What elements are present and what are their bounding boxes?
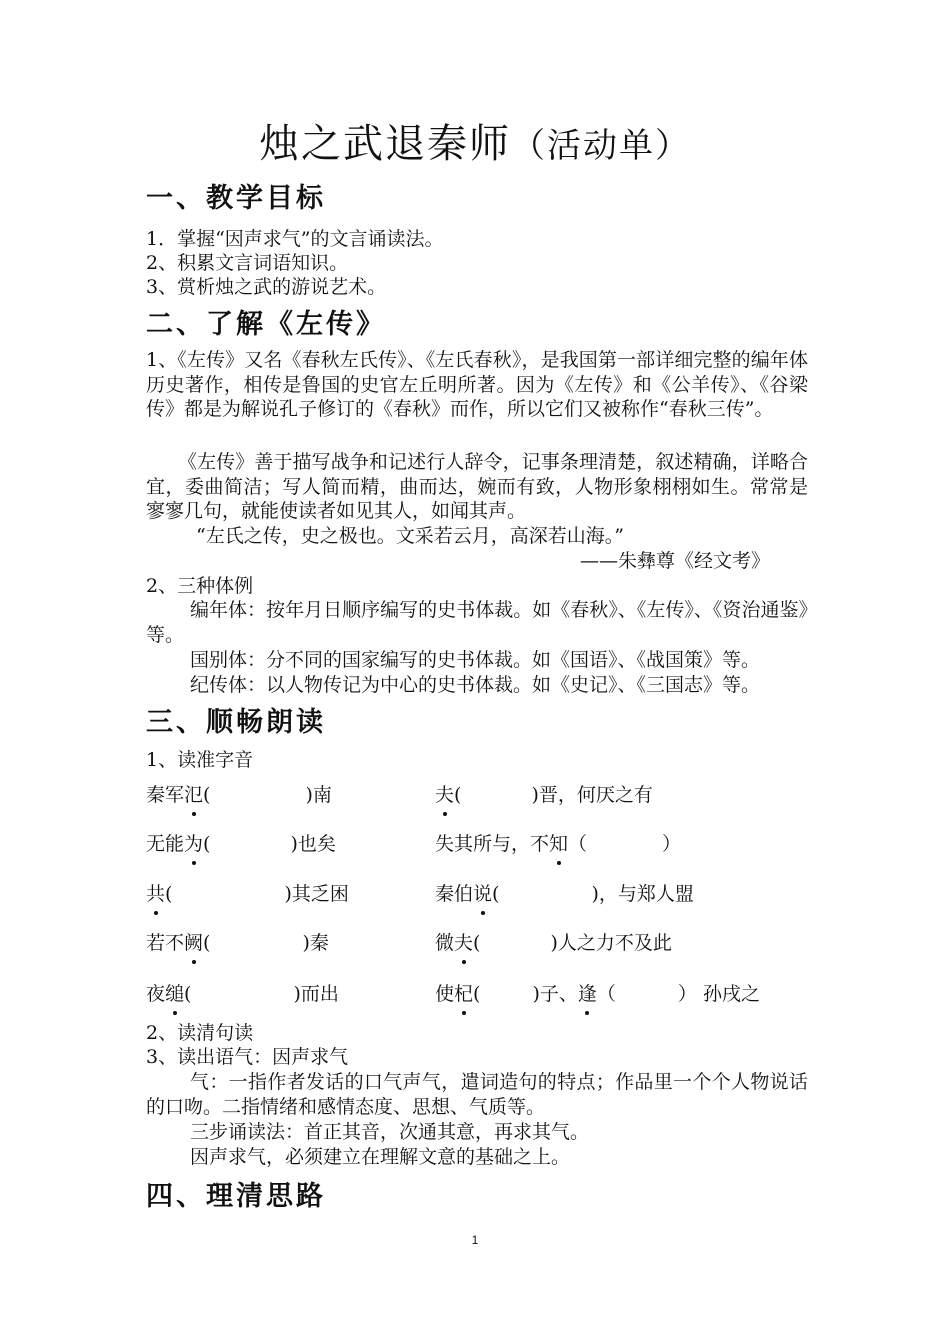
- genre-biography: 纪传体：以人物传记为中心的史书体裁。如《史记》、《三国志》等。: [190, 674, 761, 696]
- subheading-punctuation: 2、读清句读: [146, 1022, 254, 1044]
- dotted-char: 夫: [435, 784, 455, 806]
- objective-item: 1．掌握“因声求气”的文言诵读法。: [146, 228, 444, 250]
- pronunciation-item: 夜缒( )而出: [146, 983, 339, 1005]
- section-heading-reading: 三、顺畅朗读: [146, 707, 326, 738]
- dotted-char: 逢: [577, 983, 597, 1005]
- qi-definition-paragraph: 气：一指作者发话的口气声气，遣词造句的特点；作品里一个个人物说话的口吻。二指情绪和感情态度、思想、气质等。: [146, 1071, 808, 1118]
- dotted-char: 为: [184, 833, 204, 855]
- pronunciation-item: 秦伯说( )，与郑人盟: [435, 883, 694, 905]
- dotted-char: 说: [473, 883, 493, 905]
- genre-chronicle: 编年体：按年月日顺序编写的史书体裁。如《春秋》、《左传》、《资治通鉴》等。: [146, 599, 808, 646]
- quote-text: “左氏之传，史之极也。文采若云月，高深若山海。”: [196, 525, 624, 547]
- page-title: [0, 118, 950, 172]
- dotted-char: 共: [146, 883, 166, 905]
- method-note: 因声求气，必须建立在理解文意的基础之上。: [190, 1146, 571, 1168]
- dotted-char: 杞: [454, 983, 474, 1005]
- subheading-genres: 2、三种体例: [146, 575, 254, 597]
- pronunciation-item: 夫( )晋，何厌之有: [435, 784, 653, 806]
- section-heading-zuozhuan: 二、了解《左传》: [146, 309, 386, 340]
- quote-citation: ——朱彝尊《经文考》: [580, 550, 771, 572]
- pronunciation-item: 微夫( )人之力不及此: [435, 932, 672, 954]
- objective-item: 3、赏析烛之武的游说艺术。: [146, 276, 387, 298]
- pronunciation-item: 无能为( )也矣: [146, 833, 336, 855]
- title-suffix: （活动单）: [511, 126, 691, 166]
- zuozhuan-style-paragraph: 《左传》善于描写战争和记述行人辞令，记事条理清楚，叙述精确，详略合宜，委曲简洁；写人简而精，曲而达，婉而有致，人物形象栩栩如生。常常是寥寥几句，就能使读者如见其人，如闻其声。: [146, 451, 808, 522]
- page-number: 1: [471, 1233, 479, 1247]
- three-step-method: 三步诵读法：首正其音，次通其意，再求其气。: [190, 1121, 590, 1143]
- title-main: 烛之武退秦师: [259, 121, 511, 167]
- subheading-pronunciation: 1、读准字音: [146, 749, 254, 771]
- pronunciation-item: 秦军氾( )南: [146, 784, 332, 806]
- subheading-tone: 3、读出语气：因声求气: [146, 1046, 349, 1068]
- section-heading-outline: 四、理清思路: [146, 1181, 326, 1212]
- pronunciation-item: 共( )其乏困: [146, 883, 349, 905]
- objective-item: 2、积累文言词语知识。: [146, 252, 349, 274]
- dotted-char: 知: [549, 833, 569, 855]
- pronunciation-item: 失其所与，不知（ ）: [435, 833, 682, 855]
- pronunciation-item: 若不阙( )秦: [146, 932, 329, 954]
- dotted-char: 缒: [165, 983, 185, 1005]
- zuozhuan-intro-paragraph: 1、《左传》又名《春秋左氏传》、《左氏春秋》，是我国第一部详细完整的编年体历史著作，相传是鲁国的史官左丘明所著。因为《左传》和《公羊传》、《谷梁传》都是为解说孔子修订的《春秋》而作，所以它们又被称作“春秋三传”。: [146, 349, 808, 420]
- dotted-char: 夫: [454, 932, 474, 954]
- genre-state: 国别体：分不同的国家编写的史书体裁。如《国语》、《战国策》等。: [190, 649, 761, 671]
- pronunciation-item: 使杞( )子、逢（ ） 孙戌之: [435, 983, 760, 1005]
- dotted-char: 氾: [184, 784, 204, 806]
- dotted-char: 阙: [184, 932, 204, 954]
- section-heading-objectives: 一、教学目标: [146, 183, 326, 214]
